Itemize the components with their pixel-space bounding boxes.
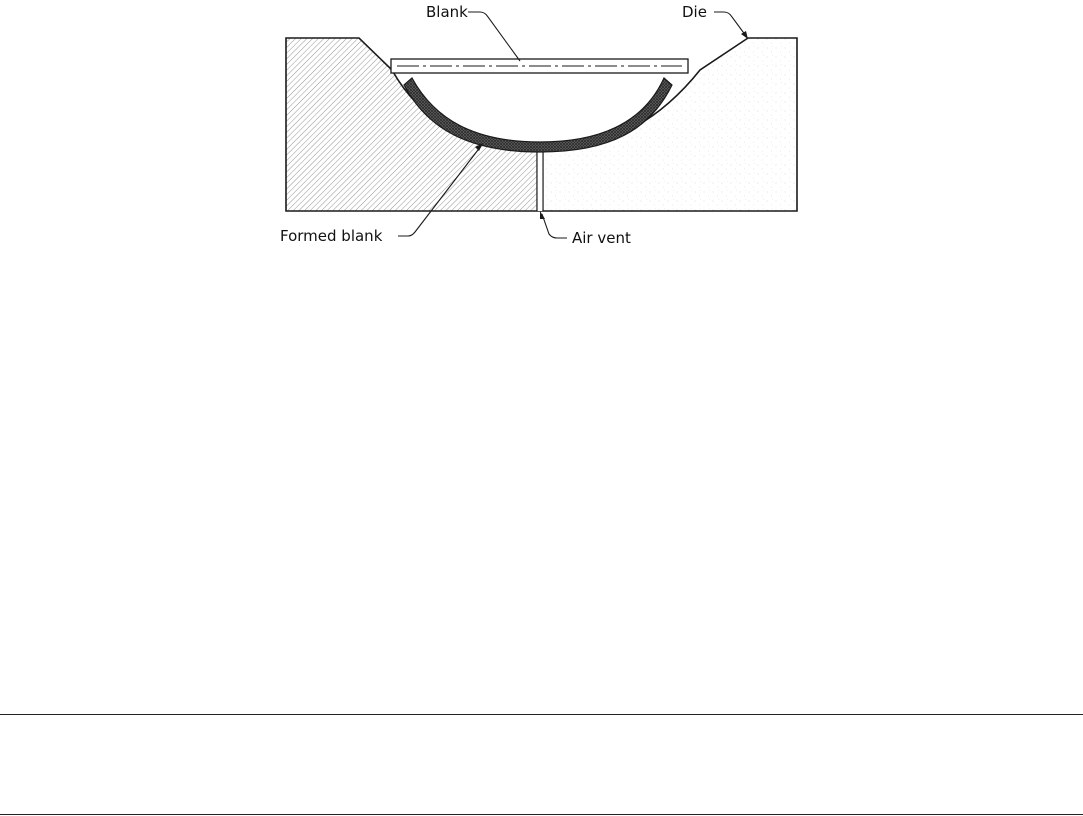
leader-air-vent xyxy=(542,214,567,238)
arrowhead-die xyxy=(741,31,748,39)
air-vent-channel xyxy=(538,151,543,211)
page-rule-top xyxy=(0,714,1083,715)
label-air-vent: Air vent xyxy=(572,229,631,247)
label-die: Die xyxy=(682,3,707,21)
label-blank: Blank xyxy=(426,3,468,21)
page-rule-bottom xyxy=(0,814,1083,815)
leader-die xyxy=(714,12,746,36)
arrowhead-air-vent xyxy=(540,211,545,219)
label-formed-blank: Formed blank xyxy=(280,227,383,245)
